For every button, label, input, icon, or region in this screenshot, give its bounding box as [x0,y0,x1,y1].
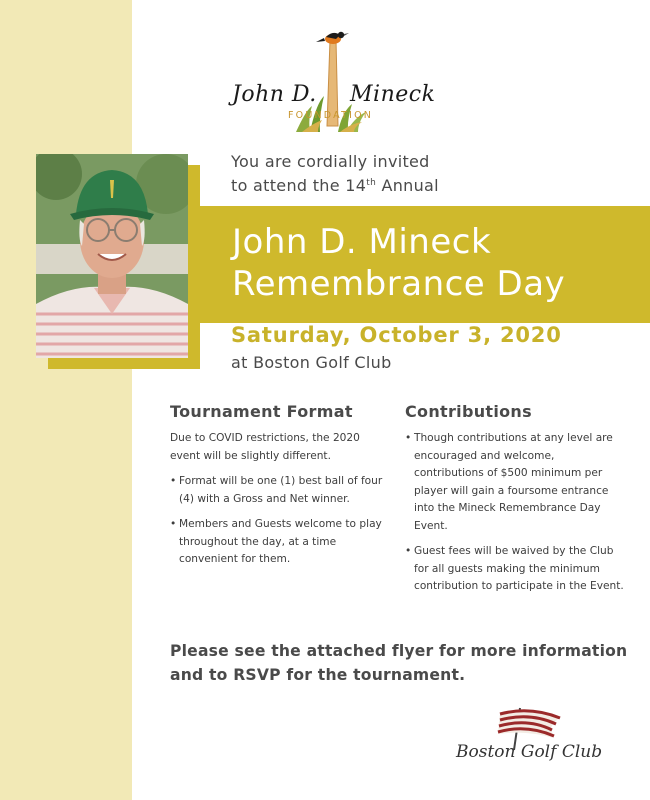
ordinal-suffix: th [366,178,377,188]
club-logo-text: Boston Golf Club [456,742,603,762]
portrait-photo [36,154,188,358]
contributions-heading: Contributions [405,402,532,421]
invitation-line-2-text: to attend the 14 [231,176,367,195]
list-item [170,516,385,569]
bullet-glyph: • [405,432,412,444]
tournament-intro: Due to COVID restrictions, the 2020 event will be slightly different. [170,432,360,462]
logo-foundation-text: FOUNDATION [288,110,374,121]
list-item-text: Guest fees will be waived by the Club for all guests making the minimum contribution to participate in the Event. [414,545,624,592]
logo-first-name: John D. [232,82,317,107]
invitation-line-2-end: Annual [376,176,439,195]
list-item-text: Though contributions at any level are encouraged and welcome, contributions of $500 minimum per player will gain a foursome entrance into the Mineck Remembrance Day Event. [414,432,613,532]
invitation-text [231,150,439,198]
tournament-format-section [170,430,385,577]
bullet-glyph: • [170,518,177,530]
bullet-glyph: • [405,545,412,557]
tournament-format-heading: Tournament Format [170,402,353,421]
list-item-text: Format will be one (1) best ball of four (4) with a Gross and Net winner. [179,475,383,505]
bullet-glyph: • [170,475,177,487]
invitation-line-2 [231,174,439,198]
portrait-image [36,154,188,358]
event-title-line-2: Remembrance Day [232,264,566,304]
event-venue: at Boston Golf Club [231,353,392,372]
side-color-band [0,0,132,800]
contributions-section [405,430,625,604]
invitation-line-1: You are cordially invited [231,152,430,171]
logo-script-name [232,82,436,107]
list-item [405,543,625,596]
mineck-foundation-logo [226,26,436,138]
list-item-text: Members and Guests welcome to play throughout the day, at a time convenient for them. [179,518,382,565]
event-title-line-1: John D. Mineck [232,222,492,262]
logo-last-name: Mineck [350,82,436,107]
rsvp-note: Please see the attached flyer for more information and to RSVP for the tournament. [170,642,628,684]
list-item [170,473,385,508]
boston-golf-club-logo [450,704,620,784]
list-item [405,430,625,535]
event-date: Saturday, October 3, 2020 [231,323,562,347]
